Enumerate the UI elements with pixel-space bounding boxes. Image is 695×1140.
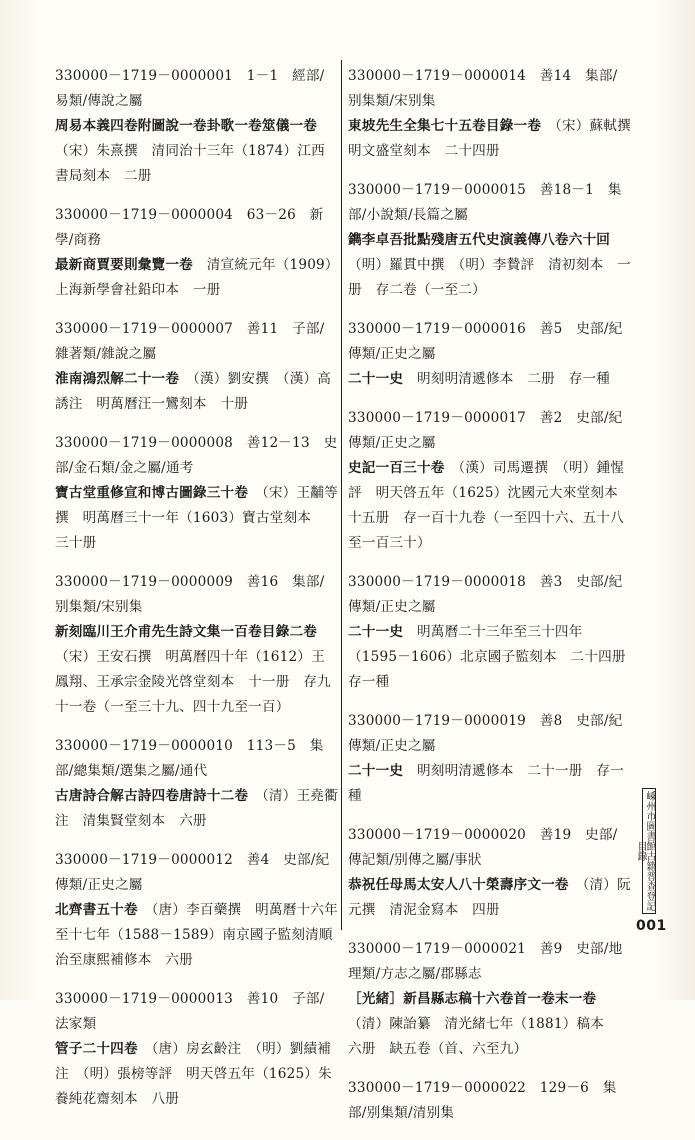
entry-details: （清）王堯衢注 清集賢堂刻本 六册: [55, 788, 338, 829]
entry-title: ［光緒］新昌縣志稿十六卷首一卷末一卷: [348, 991, 597, 1007]
entry-details: （清）阮元撰 清泥金寫本 四册: [348, 877, 631, 918]
column-divider: [341, 60, 342, 930]
entry-meta: 330000－1719－0000014 善14 集部/别集類/宋别集: [348, 68, 618, 109]
catalog-entry: [55, 734, 338, 834]
catalog-entry: [55, 317, 338, 417]
entry-meta: 330000－1719－0000018 善3 史部/紀傳類/正史之屬: [348, 574, 623, 615]
entry-meta: 330000－1719－0000017 善2 史部/紀傳類/正史之屬: [348, 410, 623, 451]
entry-meta: 330000－1719－0000015 善18－1 集部/小說類/長篇之屬: [348, 182, 622, 223]
entry-meta: 330000－1719－0000019 善8 史部/紀傳類/正史之屬: [348, 713, 623, 754]
entry-title: 古唐詩合解古詩四卷唐詩十二卷: [55, 788, 249, 804]
catalog-entry: [348, 709, 631, 809]
entry-meta: 330000－1719－0000009 善16 集部/别集類/宋别集: [55, 574, 325, 615]
catalog-entry: [55, 203, 338, 303]
entry-details: （清）陳詒纂 清光緒七年（1881）稿本 六册 缺五卷（首、六至九）: [348, 1016, 618, 1057]
entry-details: （漢）劉安撰 （漢）高誘注 明萬曆汪一鸞刻本 十册: [55, 371, 332, 412]
entry-meta: 330000－1719－0000013 善10 子部/法家類: [55, 991, 325, 1032]
entry-title: 恭祝任母馬太安人八十榮壽序文一卷: [348, 877, 569, 893]
entry-meta: 330000－1719－0000010 113－5 集部/總集類/選集之屬/通代: [55, 738, 324, 779]
entry-meta: 330000－1719－0000001 1－1 經部/易類/傳說之屬: [55, 68, 325, 109]
catalog-entry: [348, 64, 645, 164]
catalog-entry: [348, 823, 631, 923]
entry-title: 二十一史: [348, 763, 404, 779]
entry-title: 鐫李卓吾批點殘唐五代史演義傳八卷六十回: [348, 232, 611, 248]
entry-details: （漢）司馬遷撰 （明）鍾惺評 明天啓五年（1625）沈國元大來堂刻本 十五册 存一百十九卷（一至四十六、五十八至一百三十）: [348, 460, 632, 551]
entry-details: （宋）蘇軾撰 明文盛堂刻本 二十四册: [348, 118, 645, 159]
entry-meta: 330000－1719－0000008 善12－13 史部/金石類/金之屬/通考: [55, 435, 338, 476]
entry-meta: 330000－1719－0000004 63－26 新學/商務: [55, 207, 324, 248]
catalog-entry: [55, 431, 338, 556]
entry-title: 史記一百三十卷: [348, 460, 445, 476]
entry-meta: 330000－1719－0000020 善19 史部/傳記類/别傳之屬/事狀: [348, 827, 618, 868]
entry-title: 最新商賈要則彙覽一卷: [55, 257, 193, 273]
entry-meta: 330000－1719－0000012 善4 史部/紀傳類/正史之屬: [55, 852, 330, 893]
entry-title: 淮南鴻烈解二十一卷: [55, 371, 180, 387]
catalog-entry: [55, 64, 338, 189]
left-column: [55, 64, 338, 1126]
entry-title: 北齊書五十卷: [55, 902, 138, 918]
entry-details: 明刻明清遞修本 二册 存一種: [416, 371, 611, 387]
catalog-entry: [348, 1076, 631, 1126]
catalog-entry: [55, 848, 338, 973]
entry-details: 明刻明清遞修本 二十一册 存一種: [348, 763, 624, 804]
entry-meta: 330000－1719－0000007 善11 子部/雜著類/雜說之屬: [55, 321, 325, 362]
entry-details: （明）羅貫中撰 （明）李贄評 清初刻本 一册 存二卷（一至二）: [348, 257, 631, 298]
entry-title: 二十一史: [348, 624, 404, 640]
entry-details: 明萬曆二十三年至三十四年（1595－1606）北京國子監刻本 二十四册 存一種: [348, 624, 640, 690]
entry-meta: 330000－1719－0000016 善5 史部/紀傳類/正史之屬: [348, 321, 623, 362]
entry-details: （唐）李百藥撰 明萬曆十六年至十七年（1588－1589）南京國子監刻清順治至康熙補修本 六册: [55, 902, 338, 968]
catalog-entry: [55, 570, 338, 720]
entry-details: （宋）王安石撰 明萬曆四十年（1612）王鳳翔、王承宗金陵光啓堂刻本 十一册 存九十一卷（一至三十九、四十九至一百）: [55, 649, 331, 715]
entry-details: （唐）房玄齡注 （明）劉績補注 （明）張榜等評 明天啓五年（1625）朱養純花齋刻本 八册: [55, 1041, 332, 1107]
catalog-entry: [348, 178, 631, 303]
catalog-entry: [348, 570, 640, 695]
entry-details: （宋）王黼等撰 明萬曆三十一年（1603）寶古堂刻本 三十册: [55, 485, 338, 551]
catalog-entry: [348, 317, 631, 392]
entry-title: 二十一史: [348, 371, 404, 387]
entry-title: 東坡先生全集七十五卷目錄一卷: [348, 118, 542, 134]
entry-title: 寶古堂重修宣和博古圖錄三十卷: [55, 485, 249, 501]
entry-title: 新刻臨川王介甫先生詩文集一百卷目錄二卷: [55, 624, 318, 640]
entry-details: 清宣統元年（1909）上海新學會社鉛印本 一册: [55, 257, 332, 298]
catalog-entry: [55, 987, 338, 1112]
page-number: 001: [636, 918, 667, 934]
entry-meta: 330000－1719－0000021 善9 史部/地理類/方志之屬/郡縣志: [348, 941, 623, 982]
catalog-entry: [348, 406, 631, 556]
running-header-label: 嵊州市圖書館古籍普查登記目錄: [642, 788, 656, 914]
entry-title: 周易本義四卷附圖說一卷卦歌一卷筮儀一卷: [55, 118, 318, 134]
entry-meta: 330000－1719－0000022 129－6 集部/别集類/清别集: [348, 1080, 617, 1121]
entry-details: （宋）朱熹撰 清同治十三年（1874）江西書局刻本 二册: [55, 143, 325, 184]
entry-title: 管子二十四卷: [55, 1041, 138, 1057]
